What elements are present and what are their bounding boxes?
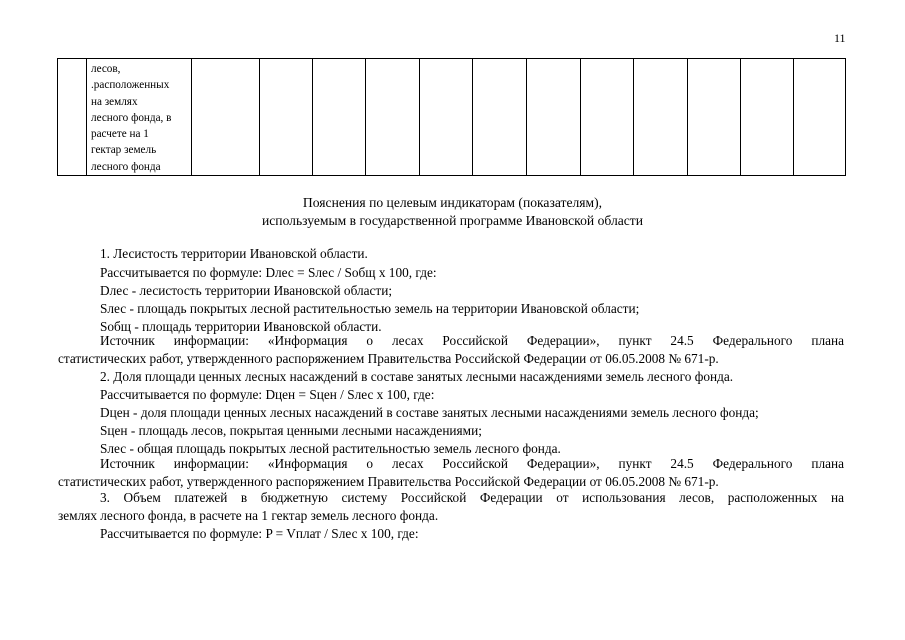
section-heading-line-2: используемым в государственной программе Ивановской области [261,213,644,228]
table-cell [260,59,313,176]
paragraph-line: Рассчитывается по формуле: P = Vплат / Sлес x 100, где: [100,526,419,541]
table-cell [313,59,366,176]
indicator-label-line: расчете на 1 [91,128,149,141]
table-cell [741,59,794,176]
paragraph-line: Sлес - общая площадь покрытых лесной растительностью земель лесного фонда. [100,441,561,456]
paragraph-line: Источник информации: «Информация о лесах Российской Федерации», пункт 24.5 Федерального плана [100,456,844,471]
paragraph-line: 2. Доля площади ценных лесных насаждений в составе занятых лесными насаждениями земель лесного фонда. [100,369,734,384]
table-cell [366,59,420,176]
indicator-label-line: .расположенных [91,79,170,92]
paragraph-line: Рассчитывается по формуле: Dлес = Sлес / Sобщ x 100, где: [100,265,437,280]
paragraph-line: Dцен - доля площади ценных лесных насаждений в составе занятых лесными насаждениями земель лесного фонда; [100,405,759,420]
indicator-label-line: гектар земель [91,144,157,157]
paragraph-line: 1. Лесистость территории Ивановской области. [100,246,368,261]
indicator-label-line: лесного фонда [91,160,161,173]
paragraph-line: землях лесного фонда, в расчете на 1 гектар земель лесного фонда. [58,508,439,523]
paragraph-line: 3. Объем платежей в бюджетную систему Российской Федерации от использования лесов, расположенных на [100,490,844,505]
paragraph-line: Sцен - площадь лесов, покрытая ценными лесными насаждениями; [100,423,482,438]
section-heading-line-1: Пояснения по целевым индикаторам (показателям), [302,195,603,210]
table-cell [794,59,846,176]
table-cell [634,59,688,176]
indicator-label-line: лесов, [91,63,121,75]
table-cell [581,59,634,176]
paragraph-line: Sлес - площадь покрытых лесной растительностью земель на территории Ивановской области; [100,301,640,316]
paragraph-line: статистических работ, утвержденного распоряжением Правительства Российской Федерации от 06.05.2008 № 671-р. [58,474,719,489]
table-cell [688,59,741,176]
table-row [58,59,846,176]
paragraph-line: Dлес - лесистость территории Ивановской области; [100,283,393,298]
table-cell-number [58,59,87,176]
table-cell [192,59,260,176]
indicator-label-line: на землях [91,95,138,108]
paragraph-line: Рассчитывается по формуле: Dцен = Sцен / Sлес x 100, где: [100,387,435,402]
table-cell [473,59,527,176]
table-cell [527,59,581,176]
paragraph-line: Источник информации: «Информация о лесах Российской Федерации», пункт 24.5 Федерального плана [100,333,844,348]
table-cell-indicator-name [87,59,192,176]
paragraph-line: Sобщ - площадь территории Ивановской области. [100,319,382,334]
table-cell [420,59,473,176]
page-number: 11 [834,31,846,45]
paragraph-line: статистических работ, утвержденного распоряжением Правительства Российской Федерации от 06.05.2008 № 671-р. [58,351,719,366]
continued-table-fragment [57,58,846,176]
indicator-label-line: лесного фонда, в [91,111,172,124]
